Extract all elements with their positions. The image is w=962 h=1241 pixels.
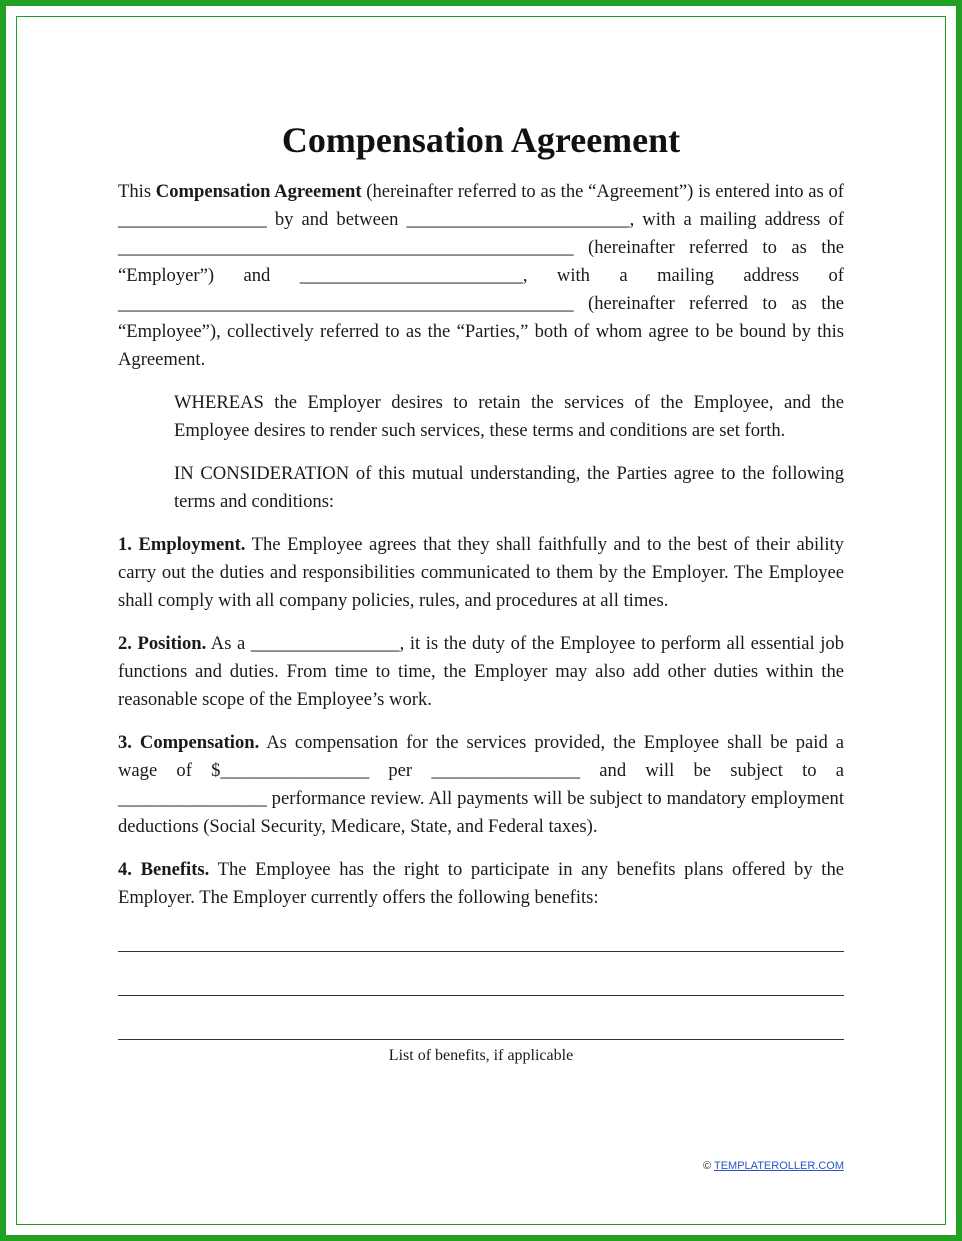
section-benefits xyxy=(118,856,844,912)
benefits-blank-line[interactable] xyxy=(118,994,844,996)
intro-lead: This xyxy=(118,181,156,202)
section-employment xyxy=(118,531,844,615)
footer-copyright xyxy=(703,1160,844,1172)
section-heading: 4. Benefits. xyxy=(118,859,210,880)
section-heading: 1. Employment. xyxy=(118,534,246,555)
section-text: As a ________________, it is the duty of the Employee to perform all essential job functions and duties. From time to time, the Employer may also add other duties within the reasonable scope of the Employee’s work. xyxy=(118,633,845,710)
benefits-blank-line[interactable] xyxy=(118,950,844,952)
section-text: The Employee agrees that they shall faithfully and to the best of their ability carry out the duties and responsibilities communicated to them by the Employer. The Employee shall comply with all company policies, rules, and procedures at all times. xyxy=(118,534,844,611)
section-compensation xyxy=(118,729,844,841)
section-heading: 2. Position. xyxy=(118,633,207,654)
benefits-blank-line[interactable] xyxy=(118,1038,844,1040)
intro-body: (hereinafter referred to as the “Agreement”) is entered into as of ________________ by and between ________________________, with a mailing address of _________________________________________________ (hereinafter referred to as the “Employer”) and ________________________, with a mailing address of _________________________________________________ (hereinafter referred to as the “Employee”), collectively referred to as the “Parties,” both of whom agree to be bound by this Agreement. xyxy=(118,181,844,370)
document-body xyxy=(118,118,844,1066)
section-heading: 3. Compensation. xyxy=(118,732,260,753)
section-text: As compensation for the services provided, the Employee shall be paid a wage of $________________ per ________________ and will be subject to a ________________ performance review. All payments will be subject to mandatory employment deductions (Social Security, Medicare, State, and Federal taxes). xyxy=(118,732,845,837)
document-title: Compensation Agreement xyxy=(281,120,681,160)
section-position xyxy=(118,630,844,714)
copyright-symbol: © xyxy=(703,1160,712,1172)
templateroller-link[interactable]: TEMPLATEROLLER.COM xyxy=(714,1160,844,1172)
section-text: The Employee has the right to participate in any benefits plans offered by the Employer. The Employer currently offers the following benefits: xyxy=(118,859,845,908)
consideration-clause: IN CONSIDERATION of this mutual understanding, the Parties agree to the following terms and conditions: xyxy=(174,463,844,512)
benefits-caption: List of benefits, if applicable xyxy=(388,1047,574,1064)
intro-bold-title: Compensation Agreement xyxy=(155,181,362,202)
intro-paragraph xyxy=(118,178,844,374)
whereas-clause: WHEREAS the Employer desires to retain the services of the Employee, and the Employee desires to render such services, these terms and conditions are set forth. xyxy=(174,392,844,441)
